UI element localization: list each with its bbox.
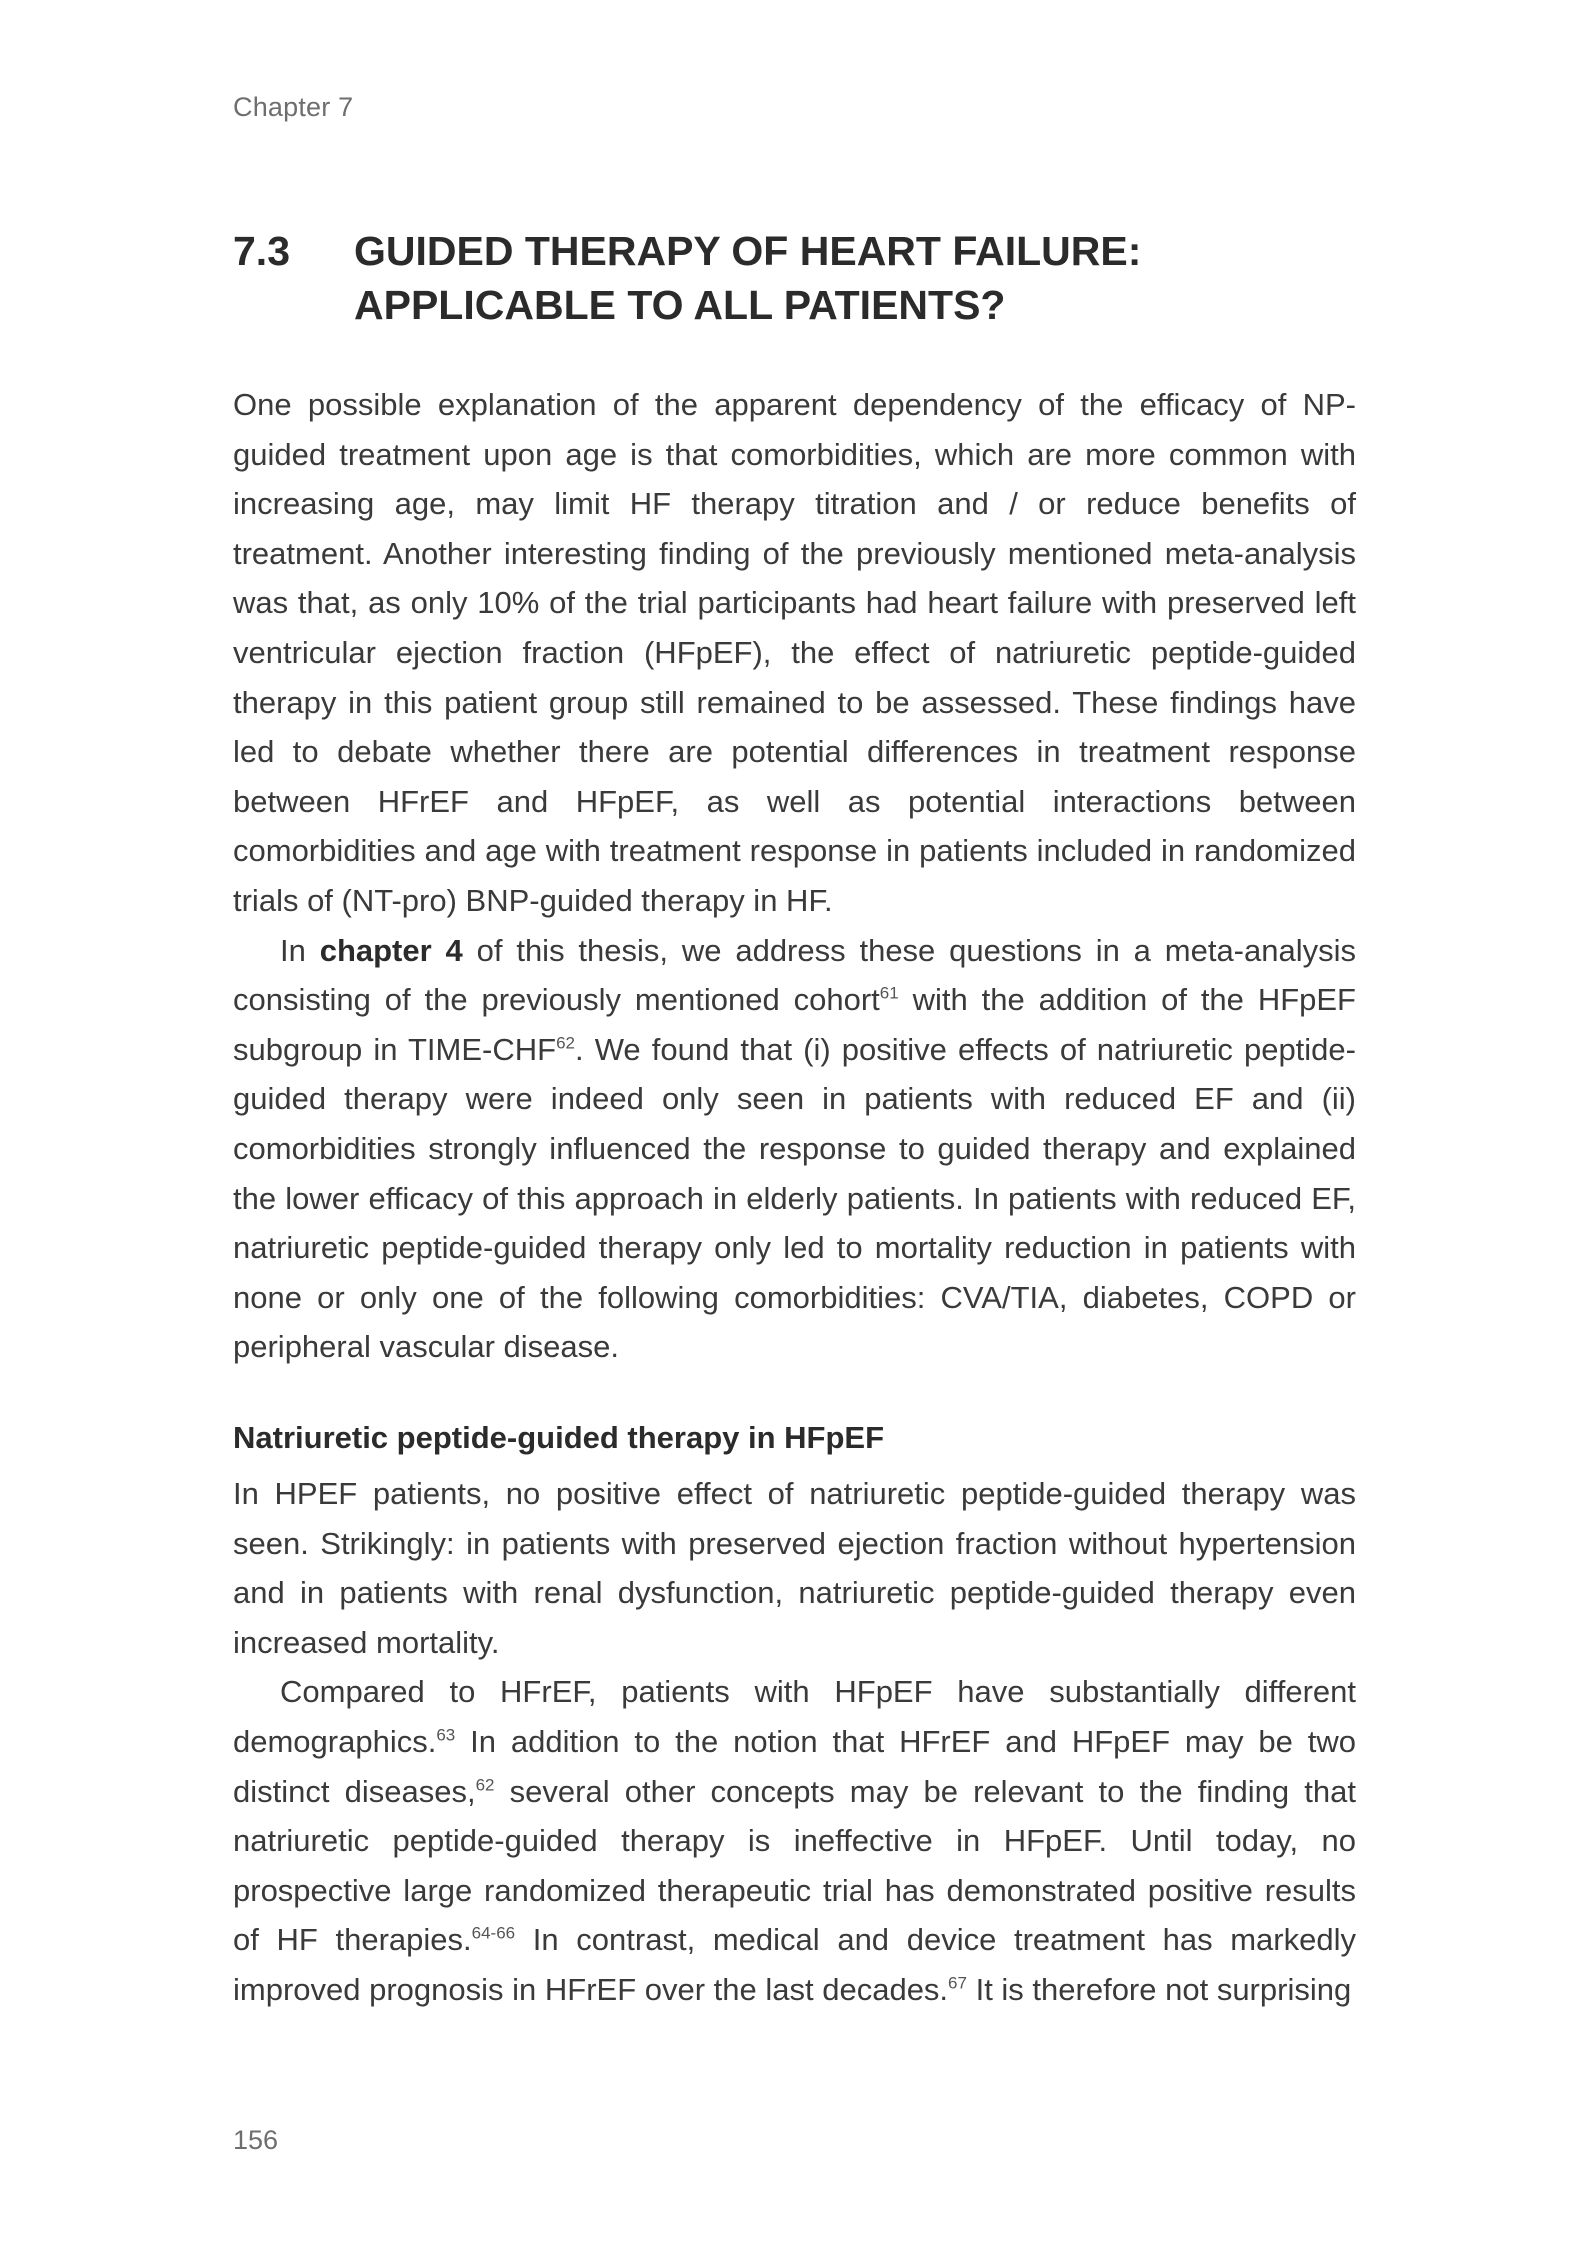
p4-text-2: In addition to the notion that HFrEF and HFpEF may be two distinct diseases, xyxy=(233,1723,1356,1809)
p4-text-3: several other concepts may be relevant to the finding that natriuretic peptide-guided therapy is ineffective in HFpEF. Until today, no prospective large randomized therapeutic trial has demonstrated positive results of HF therapies. xyxy=(233,1773,1356,1958)
p4-text-1: Compared to HFrEF, patients with HFpEF have substantially different demographics. xyxy=(233,1674,1356,1759)
p2-text-4: . We found that (i) positive effects of natriuretic peptide-guided therapy were indeed only seen in patients with reduced EF and (ii) comorbidities strongly influenced the response to guided therapy and explained the lower efficacy of this approach in elderly patients. In patients with reduced EF, natriuretic peptide-guided therapy only led to mortality reduction in patients with none or only one of the following comorbidities: CVA/TIA, diabetes, COPD or peripheral vascular disease. xyxy=(233,1031,1356,1365)
citation-62b: 62 xyxy=(475,1775,495,1795)
p4-text-5: It is therefore not surprising xyxy=(966,1971,1352,2007)
p2-text-1: In xyxy=(280,932,320,968)
p2-text-3: with the addition of the HFpEF subgroup in TIME-CHF xyxy=(233,982,1356,1067)
citation-64-66: 64-66 xyxy=(471,1924,516,1944)
paragraph-4 xyxy=(233,1667,1356,2014)
section-heading xyxy=(233,224,1363,332)
body-block-intro xyxy=(233,380,1356,1372)
page-number: 156 xyxy=(233,2125,279,2155)
citation-61: 61 xyxy=(879,983,899,1003)
citation-63: 63 xyxy=(436,1725,456,1745)
section-title: GUIDED THERAPY OF HEART FAILURE: APPLICABLE TO ALL PATIENTS? xyxy=(354,228,1142,328)
subheading: Natriuretic peptide-guided therapy in HFpEF xyxy=(233,1420,885,1455)
citation-62: 62 xyxy=(556,1033,576,1053)
body-block-hfpef xyxy=(233,1469,1356,2015)
paragraph-1: One possible explanation of the apparent dependency of the efficacy of NP-guided treatment upon age is that comorbidities, which are more common with increasing age, may limit HF therapy titration and / or reduce benefits of treatment. Another interesting finding of the previously mentioned meta-analysis was that, as only 10% of the trial participants had heart failure with preserved left ventricular ejection fraction (HFpEF), the effect of natriuretic peptide-guided therapy in this patient group still remained to be assessed. These findings have led to debate whether there are potential differences in treatment response between HFrEF and HFpEF, as well as potential interactions between comorbidities and age with treatment response in patients included in randomized trials of (NT-pro) BNP-guided therapy in HF. xyxy=(233,387,1356,918)
running-head: Chapter 7 xyxy=(233,92,354,122)
section-number: 7.3 xyxy=(233,228,290,274)
paragraph-2 xyxy=(233,926,1356,1372)
p4-text-4: In contrast, medical and device treatment has markedly improved prognosis in HFrEF over the last decades. xyxy=(233,1922,1356,2007)
chapter-reference: chapter 4 xyxy=(319,932,463,968)
p2-text-2: of this thesis, we address these questions in a meta-analysis consisting of the previously mentioned cohort xyxy=(233,932,1356,1018)
citation-67: 67 xyxy=(948,1973,967,1993)
paragraph-3: In HPEF patients, no positive effect of natriuretic peptide-guided therapy was seen. Strikingly: in patients with preserved ejection fraction without hypertension and in patients with renal dysfunction, natriuretic peptide-guided therapy even increased mortality. xyxy=(233,1476,1356,1660)
